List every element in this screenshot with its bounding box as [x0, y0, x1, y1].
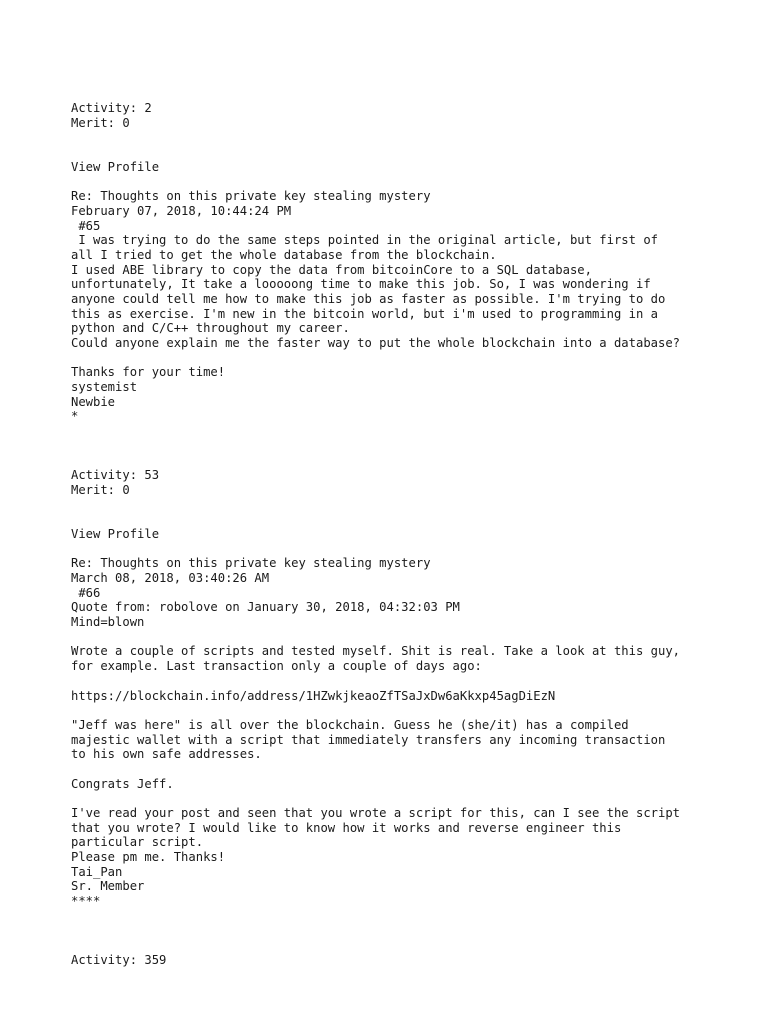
- post-body: [71, 233, 761, 380]
- post-body-line: [71, 674, 761, 689]
- author-name-link[interactable]: Tai_Pan: [71, 864, 123, 879]
- post-body-line: [71, 630, 761, 645]
- merit-count: Merit: 0: [71, 115, 130, 130]
- view-profile-link[interactable]: View Profile: [71, 526, 160, 541]
- forum-thread-text: [71, 101, 761, 968]
- quote-header[interactable]: Quote from: robolove on January 30, 2018, 04:32:03 PM: [71, 600, 460, 615]
- post-subject-link[interactable]: Re: Thoughts on this private key stealing mystery: [71, 556, 431, 571]
- post-body-line: anyone could tell me how to make this job as faster as possible. I'm trying to do: [71, 291, 666, 306]
- post-body-line: Congrats Jeff.: [71, 776, 174, 791]
- post-66: [71, 556, 761, 967]
- post-body-line: python and C/C++ throughout my career.: [71, 321, 350, 336]
- post-body-line: Mind=blown: [71, 615, 145, 630]
- post-body-line: [71, 791, 761, 806]
- merit-count: Merit: 0: [71, 482, 130, 497]
- post-65: [71, 189, 761, 556]
- post-body-line: unfortunately, It take a looooong time to make this job. So, I was wondering if: [71, 277, 651, 292]
- post-number-link[interactable]: #65: [71, 218, 101, 233]
- post-body-line: "Jeff was here" is all over the blockchain. Guess he (she/it) has a compiled: [71, 717, 629, 732]
- rank-stars: ****: [71, 894, 101, 909]
- post-body-line: I've read your post and seen that you wrote a script for this, can I see the script: [71, 806, 681, 820]
- post-body-line: particular script.: [71, 835, 204, 850]
- activity-count: Activity: 2: [71, 101, 152, 115]
- author-name-link[interactable]: systemist: [71, 380, 138, 395]
- post-body-line: Could anyone explain me the faster way to put the whole blockchain into a database?: [71, 336, 681, 350]
- post-body-line: to his own safe addresses.: [71, 747, 262, 762]
- address-link[interactable]: https://blockchain.info/address/1HZwkjkeaoZfTSaJxDw6aKkxp45agDiEzN: [71, 688, 556, 703]
- post-body: [71, 600, 761, 864]
- post-subject-link[interactable]: Re: Thoughts on this private key stealing mystery: [71, 189, 431, 204]
- post-body-line: all I tried to get the whole database from the blockchain.: [71, 247, 497, 262]
- rank-stars: *: [71, 409, 79, 424]
- activity-count: Activity: 53: [71, 468, 160, 483]
- post-body-line: this as exercise. I'm new in the bitcoin world, but i'm used to programming in a: [71, 306, 658, 321]
- post-body-line: for example. Last transaction only a couple of days ago:: [71, 659, 482, 674]
- view-profile-link[interactable]: View Profile: [71, 159, 160, 174]
- post-body-line: Thanks for your time!: [71, 365, 226, 380]
- author-rank: Sr. Member: [71, 879, 145, 894]
- post-body-line: I was trying to do the same steps pointed in the original article, but first of: [71, 233, 658, 248]
- author-rank: Newbie: [71, 394, 116, 409]
- activity-count: Activity: 359: [71, 952, 167, 967]
- post-date: February 07, 2018, 10:44:24 PM: [71, 203, 292, 218]
- post-body-line: I used ABE library to copy the data from bitcoinCore to a SQL database,: [71, 262, 592, 277]
- post-body-line: [71, 703, 761, 718]
- post-body-line: Wrote a couple of scripts and tested myself. Shit is real. Take a look at this guy,: [71, 644, 681, 659]
- post-number-link[interactable]: #66: [71, 585, 101, 600]
- post-body-line: majestic wallet with a script that immediately transfers any incoming transaction: [71, 732, 666, 747]
- post-body-line: [71, 762, 761, 777]
- post-body-line: [71, 351, 761, 366]
- post-body-line: Please pm me. Thanks!: [71, 850, 226, 865]
- post-date: March 08, 2018, 03:40:26 AM: [71, 571, 270, 585]
- post-body-line: that you wrote? I would like to know how it works and reverse engineer this: [71, 820, 622, 835]
